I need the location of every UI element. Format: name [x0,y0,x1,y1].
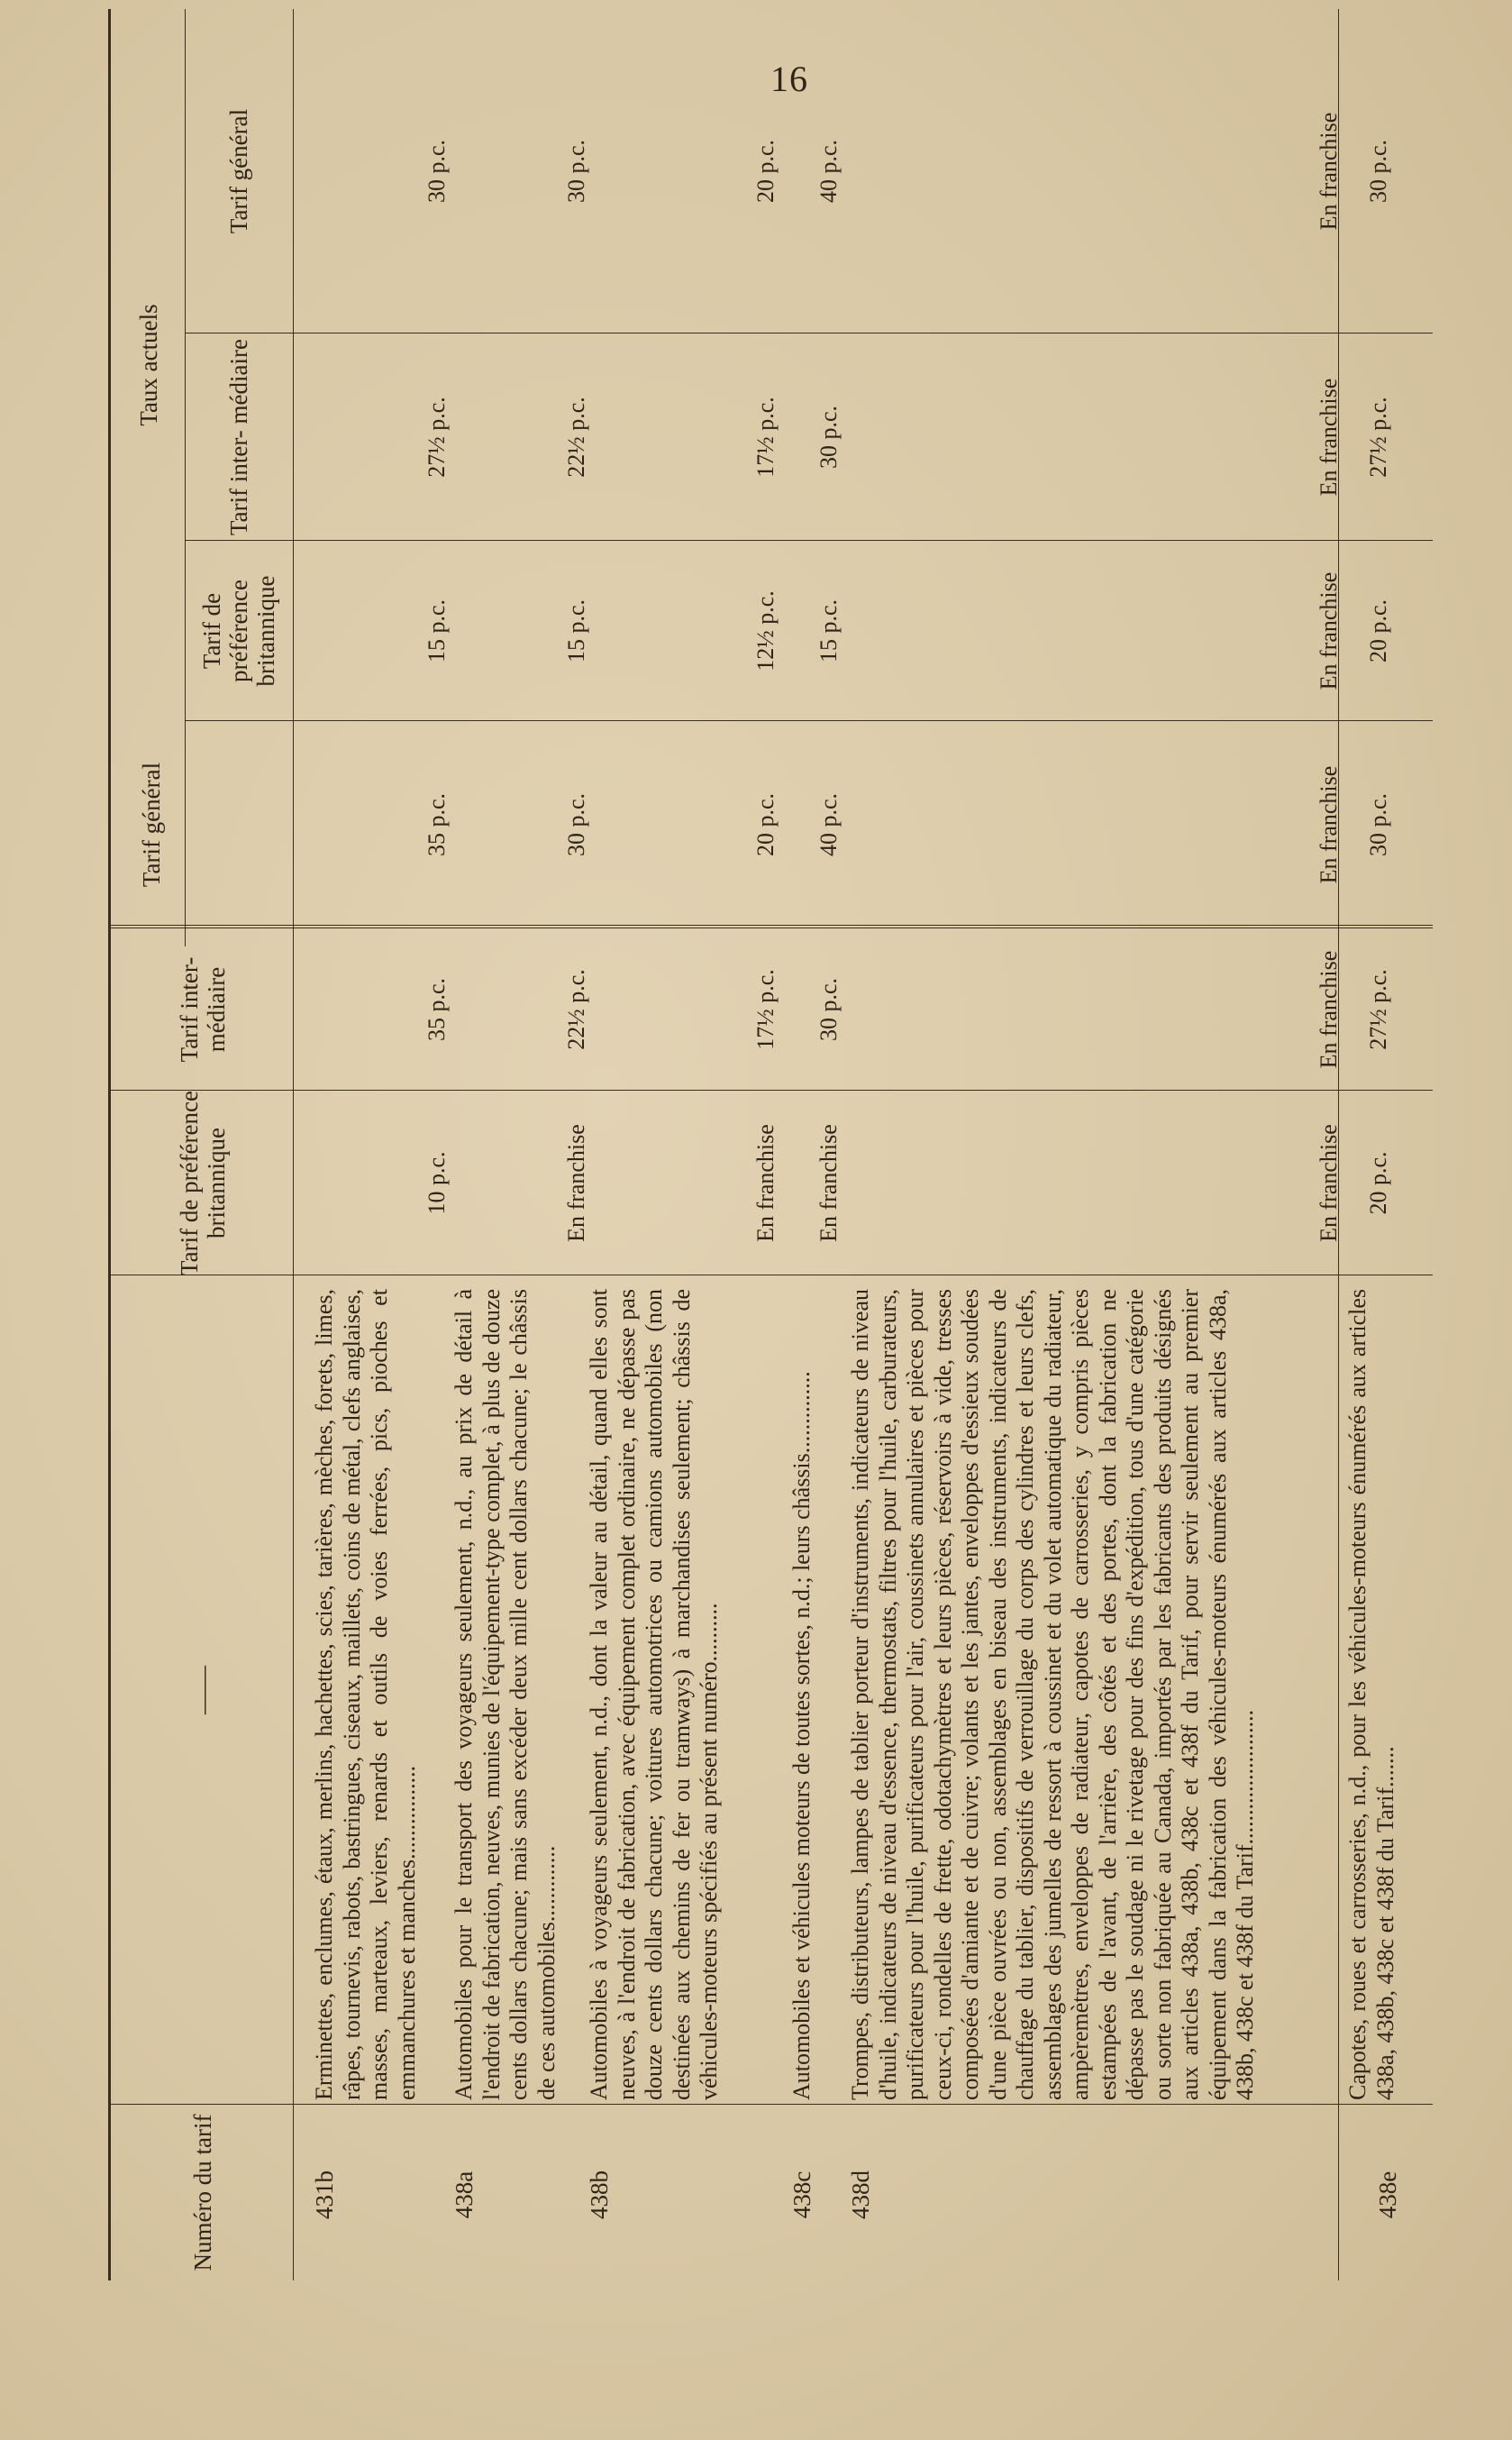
header-ta-pref: Tarif de préférence britannique [198,575,279,687]
rate-gen-438b: 20 p.c. [752,792,779,857]
row-description-438b: Automobiles à voyageurs seulement, n.d., dont la valeur au détail, quand elles sont neuves, à l'endroit de fabrication, avec équipement complet ordinaire, ne dépasse pas douze cents dollars chacune; voitures automotrices ou camions automobiles (non destinées aux chemins de fer ou tramways) à marchandises seulement; châssis de véhicules-moteurs spécifiés au présent numéro.......... [586,1289,722,2100]
rate-ta-pref-438d: En franchise [1316,571,1342,690]
header-description: —— [189,1666,216,1714]
rate-ta-gen-431b: 30 p.c. [424,139,450,204]
rate-gen-438a: 30 p.c. [563,792,589,857]
header-bottom-rule [293,9,294,2280]
taux-actuels-rule [185,9,186,946]
page-number: 16 [770,59,808,99]
rate-pref-438b: En franchise [752,1124,779,1242]
rate-inter-438b: 17½ p.c. [752,969,779,1050]
row-description-431b: Erminettes, enclumes, étaux, merlins, hachettes, scies, tarières, mèches, forets, limes, râpes, tournevis, rabots, bastringues, ciseaux, maillets, coins de métal, clefs anglaises, masses, marteaux, leviers, renards et outils de voies ferrées, pics, pioches et emmanchures et manches................ [311,1289,420,2100]
rate-pref-438e: 20 p.c. [1365,1151,1391,1215]
tariff-table [108,9,1433,2280]
rate-pref-438a: En franchise [563,1124,589,1242]
rate-ta-inter-438c: 30 p.c. [815,405,842,470]
header-taux-actuels: Taux actuels [135,304,162,426]
row-code-438d: 438d [847,2170,874,2219]
rate-gen-431b: 35 p.c. [424,792,450,857]
row-description-438c: Automobiles et véhicules moteurs de toutes sortes, n.d.; leurs châssis.............. [788,1371,815,2100]
table-top-rule [108,9,111,2280]
rate-ta-gen-438b: 20 p.c. [752,139,779,204]
rate-ta-inter-431b: 27½ p.c. [424,397,450,478]
rate-ta-pref-438a: 15 p.c. [563,599,589,663]
header-inter: Tarif inter- médiaire [176,956,230,1063]
row-description-438a: Automobiles pour le transport des voyageurs seulement, n.d., au prix de détail à l'endroit de fabrication, neuves, munies de l'équipement-type complet, à plus de douze cents dollars chacune; mais sans excéder deux mille cent dollars chacune; le châssis de ces automobiles............. [451,1289,560,2100]
rate-inter-431b: 35 p.c. [424,977,450,1042]
rate-inter-438d: En franchise [1316,950,1342,1069]
rate-ta-inter-438e: 27½ p.c. [1365,397,1391,478]
rate-ta-inter-438d: En franchise [1316,378,1342,497]
rate-ta-inter-438a: 22½ p.c. [563,397,589,478]
rate-inter-438a: 22½ p.c. [563,969,589,1050]
row-code-438c: 438c [788,2170,815,2219]
rate-ta-gen-438a: 30 p.c. [563,139,589,204]
header-numero: Numéro du tarif [189,2114,216,2271]
rate-inter-438c: 30 p.c. [815,977,842,1042]
rate-ta-inter-438b: 17½ p.c. [752,397,779,478]
col-rule-7 [185,333,1433,334]
col-rule-6 [185,540,1433,541]
rate-ta-gen-438d: En franchise [1316,112,1342,231]
rate-pref-431b: 10 p.c. [424,1151,450,1215]
rate-ta-pref-431b: 15 p.c. [424,599,450,663]
rate-inter-438e: 27½ p.c. [1365,969,1391,1050]
row-description-438d: Trompes, distributeurs, lampes de tablier porteur d'instruments, indicateurs de niveau d'huile, indicateurs de niveau d'essence, thermostats, filtres pour l'huile, carburateurs, purificateurs pour l'huile, purificateurs pour l'air, coussinets annulaires et pièces pour ceux-ci, rondelles de frette, odotachymètres et leurs pièces, réservoirs à vide, tresses composées d'amiante et de cuivre; volants et les jantes, enveloppes d'essieux soudées d'une pièce ouvrées ou non, assemblages en biseau des instruments, indicateurs de chauffage du tablier, dispositifs de verrouillage du corps des cylindres et leurs clefs, assemblages des jumelles de ressort à coussinet et du volet automatique du radiateur, ampèremètres, enveloppes de radiateur, capotes de carrosseries, y compris pièces estampées de l'avant, de l'arrière, des côtés et des portes, dont la fabrication ne dépasse pas le soudage ni le rivetage pour des fins d'expédition, tous d'une catégorie ou sorte non fabriquée au Canada, importés par les fabricants des produits désignés aux articles 438a, 438b, 438c et 438f du Tarif, pour servir seulement au premier équipement dans la fabrication des véhicules-moteurs énumérés aux articles 438a, 438b, 438c et 438f du Tarif....................... [847,1289,1258,2100]
rate-pref-438d: En franchise [1316,1124,1342,1242]
row-code-438e: 438e [1374,2170,1401,2219]
rate-gen-438c: 40 p.c. [815,792,842,857]
header-pref: Tarif de préférence britannique [176,1091,230,1275]
rate-pref-438c: En franchise [815,1124,842,1242]
header-ta-inter: Tarif inter- médiaire [225,339,252,535]
rate-ta-pref-438c: 15 p.c. [815,599,842,663]
rate-gen-438d: En franchise [1316,765,1342,884]
row-code-438b: 438b [586,2170,613,2219]
row-code-431b: 431b [311,2170,338,2219]
col-rule-5 [185,720,1433,721]
rate-ta-pref-438b: 12½ p.c. [752,590,779,672]
rate-ta-gen-438e: 30 p.c. [1365,139,1391,204]
col-rule-1 [108,2104,1433,2105]
rate-ta-gen-438c: 40 p.c. [815,139,842,204]
row-description-438e: Capotes, roues et carrosseries, n.d., pour les véhicules-moteurs énumérés aux articles 438a, 438b, 438c et 438f du Tarif....... [1344,1289,1398,2100]
rate-ta-pref-438e: 20 p.c. [1365,599,1391,663]
row-code-438a: 438a [451,2170,478,2219]
rate-gen-438e: 30 p.c. [1365,792,1391,857]
header-gen: Tarif général [137,762,165,888]
header-ta-gen: Tarif général [225,108,252,234]
